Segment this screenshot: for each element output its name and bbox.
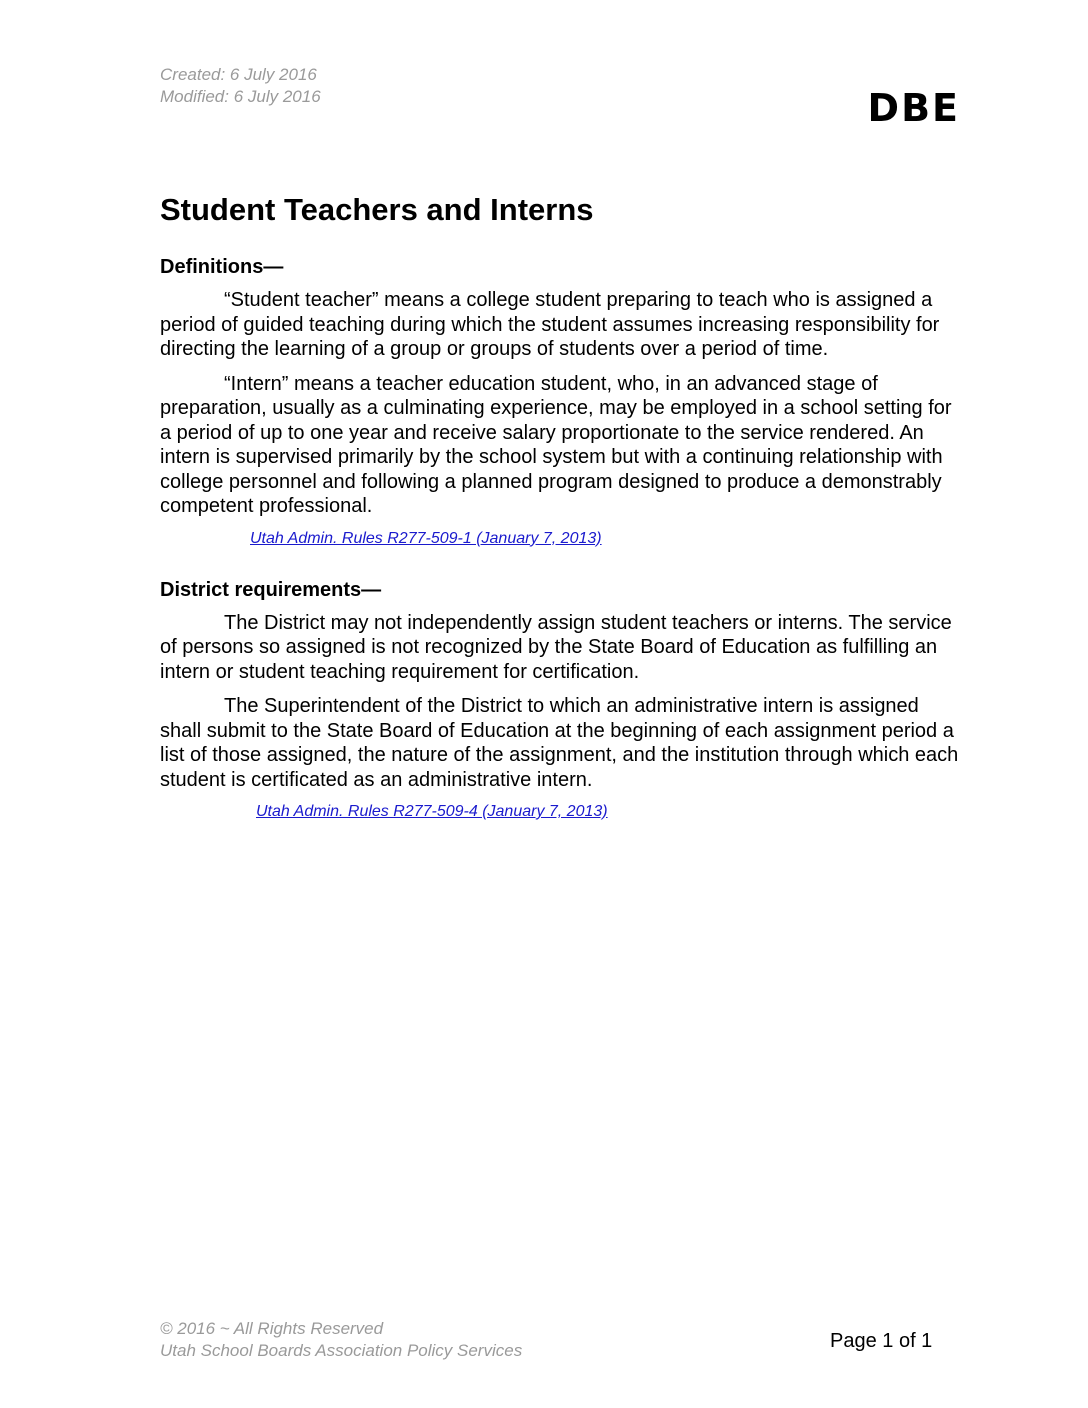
paragraph-assignment: The District may not independently assign student teachers or interns. The service of persons so assigned is not recognized by the State Board of Education as fulfilling an intern or student teaching requirement for certification. <box>160 611 952 683</box>
paragraph-student-teacher: “Student teacher” means a college student preparing to teach who is assigned a period of guided teaching during which the student assumes increasing responsibility for directing the learning of a group or groups of students over a period of time. <box>160 289 940 360</box>
citation-link[interactable]: Utah Admin. Rules R277-509-4 (January 7, 2013) <box>256 803 608 820</box>
section-definitions <box>160 254 960 549</box>
copyright-text: © 2016 ~ All Rights Reserved <box>160 1319 384 1338</box>
footer-copyright-block <box>160 1318 522 1362</box>
organization-text: Utah School Boards Association Policy Services <box>160 1341 523 1360</box>
page-number: Page 1 of 1 <box>830 1330 933 1352</box>
citation-link[interactable]: Utah Admin. Rules R277-509-1 (January 7, 2013) <box>250 529 602 547</box>
paragraph-intern: “Intern” means a teacher education student, who, in an advanced stage of preparation, usually as a culminating experience, may be employed in a school setting for a period of up to one year and receive salary proportionate to the service rendered. An intern is supervised primarily by the school system but with a continuing relationship with college personnel and following a planned program designed to produce a demonstrably competent professional. <box>160 372 952 517</box>
policy-code: DBE <box>867 86 960 130</box>
modified-date: Modified: 6 July 2016 <box>160 87 321 106</box>
created-date: Created: 6 July 2016 <box>160 65 317 84</box>
section-district-requirements <box>160 577 960 823</box>
page-title: Student Teachers and Interns <box>160 192 594 227</box>
document-body <box>160 190 960 850</box>
paragraph-superintendent: The Superintendent of the District to which an administrative intern is assigned shall submit to the State Board of Education at the beginning of each assignment period a list of those assigned, the nature of the assignment, and the institution through which each student is certificated as an administrative intern. <box>160 695 959 791</box>
document-dates <box>160 64 321 108</box>
section-heading: Definitions— <box>160 256 284 278</box>
section-heading: District requirements— <box>160 578 382 601</box>
